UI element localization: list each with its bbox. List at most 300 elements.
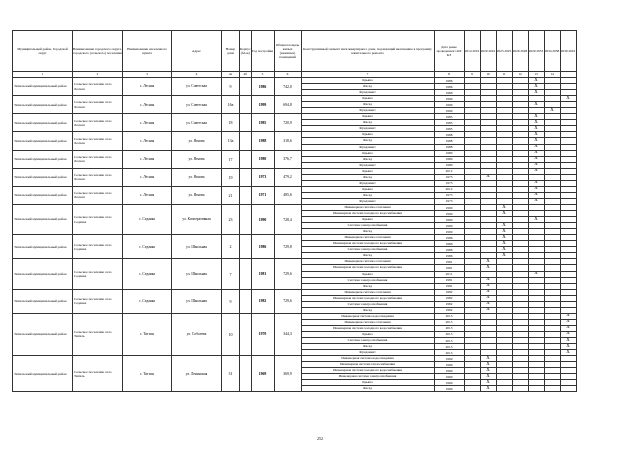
previous-repair-date-cell: 1990: [434, 211, 464, 217]
previous-repair-date-cell: 1981: [434, 277, 464, 283]
previous-repair-date-cell: 2013: [434, 319, 464, 325]
structural-element-cell: Фасад: [301, 307, 434, 313]
column-number: 14: [544, 72, 560, 78]
previous-repair-date-cell: 2012: [434, 168, 464, 174]
structural-element-cell: Фасад: [301, 253, 434, 259]
settlement-cell: Сельское поселение село Тигиль: [73, 313, 123, 355]
period-mark-cell: X: [480, 362, 496, 368]
municipal-district-cell: Тигильский муниципальный район: [13, 204, 73, 234]
structural-element-cell: Инженерная система электроснабжения: [301, 374, 434, 380]
locality-cell: с. Седанка: [123, 289, 172, 313]
previous-repair-date-cell: 1990: [434, 204, 464, 210]
building-block-cell: [240, 313, 252, 355]
header-period-2034-2038: 2034 2038: [544, 31, 560, 72]
municipal-district-cell: Тигильский муниципальный район: [13, 150, 73, 168]
house-number-cell: 16а: [222, 96, 240, 114]
period-mark-cell: X: [544, 108, 560, 114]
structural-element-cell: Фасад: [301, 386, 434, 392]
period-mark-cell: X: [528, 126, 544, 132]
structural-element-cell: Система электроснабжения: [301, 338, 434, 344]
previous-repair-date-cell: 1986: [434, 247, 464, 253]
address-cell: ул. Советская: [172, 114, 222, 132]
structural-element-cell: Инженерная система отопления: [301, 235, 434, 241]
previous-repair-date-cell: 1985: [434, 120, 464, 126]
municipal-district-cell: Тигильский муниципальный район: [13, 96, 73, 114]
building-block-cell: [240, 235, 252, 259]
locality-cell: с. Седанка: [123, 204, 172, 234]
previous-repair-date-cell: 1973: [434, 198, 464, 204]
house-number-cell: 9: [222, 289, 240, 313]
build-year-cell: 1985: [251, 114, 274, 132]
period-empty-cell: [464, 386, 480, 392]
period-mark-cell: X: [528, 180, 544, 186]
period-mark-cell: X: [480, 277, 496, 283]
previous-repair-date-cell: 1986: [434, 241, 464, 247]
build-year-cell: 1971: [251, 186, 274, 204]
municipal-district-cell: Тигильский муниципальный район: [13, 356, 73, 392]
structural-element-cell: Фундамент: [301, 198, 434, 204]
header-period-2039-2043: 2039 2043: [560, 31, 576, 72]
period-mark-cell: X: [528, 78, 544, 84]
period-mark-cell: X: [496, 247, 512, 253]
previous-repair-date-cell: 1969: [434, 380, 464, 386]
previous-repair-date-cell: 1981: [434, 265, 464, 271]
previous-repair-date-cell: 1999: [434, 102, 464, 108]
period-mark-cell: X: [528, 271, 544, 277]
locality-cell: с. Тигиль: [123, 356, 172, 392]
house-number-cell: 23: [222, 204, 240, 234]
period-mark-cell: X: [480, 295, 496, 301]
house-number-cell: 18: [222, 114, 240, 132]
structural-element-cell: Фасад: [301, 344, 434, 350]
building-block-cell: [240, 186, 252, 204]
previous-repair-date-cell: 1969: [434, 386, 464, 392]
period-empty-cell: [496, 386, 512, 392]
address-cell: ул. Советская: [172, 78, 222, 96]
period-mark-cell: X: [528, 138, 544, 144]
structural-element-cell: Инженерная система холодного водоснабжения: [301, 241, 434, 247]
house-number-cell: 19: [222, 168, 240, 186]
column-number: 13: [528, 72, 544, 78]
previous-repair-date-cell: 1999: [434, 108, 464, 114]
previous-repair-date-cell: 1986: [434, 90, 464, 96]
structural-element-cell: Инженерная система холодного водоснабжения: [301, 295, 434, 301]
structural-element-cell: Система электроснабжения: [301, 247, 434, 253]
header-build-year: Год постройки: [251, 31, 274, 72]
structural-element-cell: Фасад: [301, 192, 434, 198]
locality-cell: с. Лесная: [123, 150, 172, 168]
structural-element-cell: Фундамент: [301, 126, 434, 132]
period-mark-cell: X: [496, 223, 512, 229]
structural-element-cell: Фасад: [301, 156, 434, 162]
period-mark-cell: X: [480, 289, 496, 295]
column-number: 1: [13, 72, 73, 78]
previous-repair-date-cell: 1981: [434, 283, 464, 289]
structural-element-cell: Крыша: [301, 132, 434, 138]
total-area-cell: 344,3: [274, 313, 301, 355]
previous-repair-date-cell: 1988: [434, 132, 464, 138]
structural-element-cell: Фундамент: [301, 162, 434, 168]
header-house-number: Номер дома: [222, 31, 240, 72]
build-year-cell: 1981: [251, 259, 274, 289]
structural-element-cell: Фундамент: [301, 108, 434, 114]
capital-repair-table: [12, 30, 577, 392]
header-locality: Наименование населенного пункта: [123, 31, 172, 72]
settlement-cell: Сельское поселение село Седанка: [73, 204, 123, 234]
page-number: 252: [317, 436, 323, 441]
build-year-cell: 1969: [251, 356, 274, 392]
previous-repair-date-cell: 1988: [434, 138, 464, 144]
previous-repair-date-cell: 1973: [434, 174, 464, 180]
previous-repair-date-cell: 1986: [434, 84, 464, 90]
structural-element-cell: Крыша: [301, 78, 434, 84]
structural-element-cell: Фундамент: [301, 350, 434, 356]
header-previous-repair-date: Дата ранее проведенного КР КЭ: [434, 31, 464, 72]
column-number: 12: [512, 72, 528, 78]
locality-cell: с. Лесная: [123, 96, 172, 114]
structural-element-cell: Крыша: [301, 96, 434, 102]
column-number: 9: [464, 72, 480, 78]
building-block-cell: [240, 78, 252, 96]
previous-repair-date-cell: 2013: [434, 313, 464, 319]
structural-element-cell: Инженерная система водоотведения: [301, 313, 434, 319]
previous-repair-date-cell: 1986: [434, 253, 464, 259]
locality-cell: с. Лесная: [123, 78, 172, 96]
locality-cell: с. Лесная: [123, 168, 172, 186]
period-empty-cell: [528, 386, 544, 392]
structural-element-cell: Система электроснабжения: [301, 223, 434, 229]
period-mark-cell: X: [528, 156, 544, 162]
house-number-cell: 7: [222, 259, 240, 289]
period-mark-cell: X: [480, 259, 496, 265]
settlement-cell: Сельское поселение село Седанка: [73, 289, 123, 313]
header-period-2014-2019: 2014 2019: [464, 31, 480, 72]
building-block-cell: [240, 289, 252, 313]
build-year-cell: 1982: [251, 289, 274, 313]
house-number-cell: 2: [222, 235, 240, 259]
previous-repair-date-cell: 1985: [434, 114, 464, 120]
structural-element-cell: Крыша: [301, 217, 434, 223]
settlement-cell: Сельское поселение село Лесная: [73, 114, 123, 132]
period-mark-cell: X: [528, 168, 544, 174]
period-mark-cell: X: [496, 211, 512, 217]
structural-element-cell: Инженерная система холодного водоснабжения: [301, 325, 434, 331]
previous-repair-date-cell: 1988: [434, 144, 464, 150]
municipal-district-cell: Тигильский муниципальный район: [13, 289, 73, 313]
total-area-cell: 694,8: [274, 96, 301, 114]
previous-repair-date-cell: 1990: [434, 229, 464, 235]
house-number-cell: 21: [222, 186, 240, 204]
previous-repair-date-cell: 1969: [434, 356, 464, 362]
house-number-cell: 31: [222, 356, 240, 392]
municipal-district-cell: Тигильский муниципальный район: [13, 313, 73, 355]
period-mark-cell: X: [480, 374, 496, 380]
address-cell: ул. Школьная: [172, 259, 222, 289]
period-mark-cell: X: [480, 307, 496, 313]
address-cell: ул. Школьная: [172, 235, 222, 259]
address-cell: ул. Ягнова: [172, 168, 222, 186]
period-mark-cell: X: [528, 186, 544, 192]
total-area-cell: 720,9: [274, 114, 301, 132]
header-municipal-district: Муниципальный район, Городской округ: [13, 31, 73, 72]
period-mark-cell: X: [528, 150, 544, 156]
structural-element-cell: Фасад: [301, 283, 434, 289]
house-number-cell: 13а: [222, 132, 240, 150]
structural-element-cell: Фасад: [301, 84, 434, 90]
column-number: 4б: [240, 72, 252, 78]
structural-element-cell: Инженерная система холодного водоснабжения: [301, 265, 434, 271]
total-area-cell: 729,6: [274, 259, 301, 289]
building-block-cell: [240, 114, 252, 132]
period-mark-cell: X: [480, 301, 496, 307]
total-area-cell: 729,6: [274, 289, 301, 313]
header-total-area: Общая площадь жилых (нежилых) помещений: [274, 31, 301, 72]
period-mark-cell: X: [560, 344, 576, 350]
structural-element-cell: Инженерная система отопления: [301, 289, 434, 295]
build-year-cell: 1973: [251, 168, 274, 186]
period-mark-cell: X: [480, 380, 496, 386]
period-mark-cell: X: [528, 90, 544, 96]
period-mark-cell: X: [528, 132, 544, 138]
structural-element-cell: Крыша: [301, 186, 434, 192]
settlement-cell: Сельское поселение село Седанка: [73, 235, 123, 259]
previous-repair-date-cell: 2011: [434, 271, 464, 277]
previous-repair-date-cell: 1982: [434, 289, 464, 295]
structural-element-cell: Крыша: [301, 380, 434, 386]
period-mark-cell: X: [528, 120, 544, 126]
total-area-cell: 742,0: [274, 78, 301, 96]
structural-element-cell: Инженерная система холодного водоснабжения: [301, 211, 434, 217]
period-mark-cell: X: [480, 386, 496, 392]
address-cell: ул. Ягнова: [172, 150, 222, 168]
period-mark-cell: X: [560, 350, 576, 356]
build-year-cell: 1999: [251, 96, 274, 114]
structural-element-cell: Инженерная система отопления: [301, 204, 434, 210]
period-mark-cell: X: [496, 204, 512, 210]
previous-repair-date-cell: 1990: [434, 217, 464, 223]
total-area-cell: 318,6: [274, 132, 301, 150]
building-block-cell: [240, 204, 252, 234]
address-cell: ул. Ягнова: [172, 132, 222, 150]
header-period-2026-2028: 2026 2028: [512, 31, 528, 72]
build-year-cell: 1988: [251, 132, 274, 150]
municipal-district-cell: Тигильский муниципальный район: [13, 186, 73, 204]
period-mark-cell: X: [480, 283, 496, 289]
settlement-cell: Сельское поселение село Лесная: [73, 186, 123, 204]
program-table-container: [12, 30, 577, 392]
previous-repair-date-cell: 2012: [434, 186, 464, 192]
locality-cell: с. Седанка: [123, 235, 172, 259]
previous-repair-date-cell: 1982: [434, 301, 464, 307]
total-area-cell: 729,8: [274, 235, 301, 259]
locality-cell: с. Тигиль: [123, 313, 172, 355]
period-mark-cell: X: [560, 325, 576, 331]
previous-repair-date-cell: 2013: [434, 325, 464, 331]
municipal-district-cell: Тигильский муниципальный район: [13, 168, 73, 186]
previous-repair-date-cell: 2013: [434, 344, 464, 350]
structural-element-cell: Инженерная система водоотведения: [301, 356, 434, 362]
structural-element-cell: Инженерная система отопления: [301, 259, 434, 265]
period-mark-cell: X: [496, 241, 512, 247]
previous-repair-date-cell: 2013: [434, 331, 464, 337]
period-mark-cell: X: [480, 265, 496, 271]
locality-cell: с. Седанка: [123, 259, 172, 289]
header-row: [13, 31, 577, 72]
building-block-cell: [240, 150, 252, 168]
table-body: [13, 78, 577, 392]
column-number: 4а: [222, 72, 240, 78]
build-year-cell: 1970: [251, 313, 274, 355]
building-block-cell: [240, 356, 252, 392]
previous-repair-date-cell: 1980: [434, 150, 464, 156]
period-mark-cell: X: [560, 96, 576, 102]
period-mark-cell: X: [496, 229, 512, 235]
structural-element-cell: Система электроснабжения: [301, 277, 434, 283]
header-period-2020-2022: 2020 2022: [480, 31, 496, 72]
total-area-cell: 369,9: [274, 356, 301, 392]
total-area-cell: 479,2: [274, 168, 301, 186]
structural-element-cell: Фундамент: [301, 90, 434, 96]
locality-cell: с. Лесная: [123, 186, 172, 204]
house-number-cell: 10: [222, 313, 240, 355]
previous-repair-date-cell: 1982: [434, 307, 464, 313]
previous-repair-date-cell: 1981: [434, 259, 464, 265]
structural-element-cell: Крыша: [301, 271, 434, 277]
settlement-cell: Сельское поселение село Седанка: [73, 259, 123, 289]
previous-repair-date-cell: 1980: [434, 156, 464, 162]
header-period-2029-2033: 2029 2033: [528, 31, 544, 72]
previous-repair-date-cell: 1969: [434, 368, 464, 374]
structural-element-cell: Инженерная система теплоснабжения: [301, 362, 434, 368]
locality-cell: с. Лесная: [123, 132, 172, 150]
settlement-cell: Сельское поселение село Лесная: [73, 150, 123, 168]
address-cell: ул. Соболева: [172, 313, 222, 355]
structural-element-cell: Система электроснабжения: [301, 301, 434, 307]
previous-repair-date-cell: 1990: [434, 223, 464, 229]
period-mark-cell: X: [528, 192, 544, 198]
period-mark-cell: X: [528, 198, 544, 204]
house-number-cell: 17: [222, 150, 240, 168]
period-empty-cell: [512, 386, 528, 392]
address-cell: ул. Школьная: [172, 289, 222, 313]
municipal-district-cell: Тигильский муниципальный район: [13, 132, 73, 150]
previous-repair-date-cell: 1973: [434, 192, 464, 198]
previous-repair-date-cell: 1982: [434, 295, 464, 301]
header-structural-element: Конструктивный элемент многоквартирного дома, подлежащий включению в программу капитального ремонта: [301, 31, 434, 72]
address-cell: ул. Кооперативная: [172, 204, 222, 234]
period-mark-cell: X: [528, 84, 544, 90]
structural-element-cell: Инженерная система холодного водоснабжения: [301, 368, 434, 374]
structural-element-cell: Инженерная система отопления: [301, 319, 434, 325]
period-mark-cell: X: [560, 319, 576, 325]
structural-element-cell: Фасад: [301, 174, 434, 180]
column-number: 3: [123, 72, 172, 78]
previous-repair-date-cell: 1986: [434, 78, 464, 84]
previous-repair-date-cell: 1980: [434, 162, 464, 168]
period-mark-cell: X: [480, 356, 496, 362]
column-number: 8: [434, 72, 464, 78]
structural-element-cell: Фасад: [301, 120, 434, 126]
house-number-cell: 9: [222, 78, 240, 96]
build-year-cell: 1986: [251, 235, 274, 259]
period-mark-cell: X: [496, 235, 512, 241]
period-mark-cell: X: [480, 174, 496, 180]
column-number: 7: [301, 72, 434, 78]
municipal-district-cell: Тигильский муниципальный район: [13, 78, 73, 96]
column-number: 11: [496, 72, 512, 78]
previous-repair-date-cell: 2013: [434, 338, 464, 344]
period-empty-cell: [544, 386, 560, 392]
period-mark-cell: X: [528, 162, 544, 168]
total-area-cell: 485,6: [274, 186, 301, 204]
structural-element-cell: Фасад: [301, 102, 434, 108]
column-number: 5: [251, 72, 274, 78]
period-mark-cell: X: [496, 253, 512, 259]
header-building-block: Корпус (блок): [240, 31, 252, 72]
settlement-cell: Сельское поселение село Лесная: [73, 168, 123, 186]
settlement-cell: Сельское поселение село Лесная: [73, 96, 123, 114]
build-year-cell: 1990: [251, 204, 274, 234]
period-mark-cell: X: [480, 368, 496, 374]
structural-element-cell: Крыша: [301, 150, 434, 156]
previous-repair-date-cell: 1986: [434, 235, 464, 241]
municipal-district-cell: Тигильский муниципальный район: [13, 235, 73, 259]
period-mark-cell: X: [528, 114, 544, 120]
column-number: 4: [172, 72, 222, 78]
period-mark-cell: X: [528, 102, 544, 108]
address-cell: ул. Советская: [172, 96, 222, 114]
build-year-cell: 1980: [251, 150, 274, 168]
previous-repair-date-cell: 1999: [434, 96, 464, 102]
address-cell: ул. Ягнова: [172, 186, 222, 204]
period-mark-cell: X: [560, 313, 576, 319]
structural-element-cell: Крыша: [301, 114, 434, 120]
column-number: 2: [73, 72, 123, 78]
previous-repair-date-cell: 1985: [434, 126, 464, 132]
period-mark-cell: X: [560, 331, 576, 337]
column-number: 6: [274, 72, 301, 78]
building-block-cell: [240, 132, 252, 150]
total-area-cell: 376,7: [274, 150, 301, 168]
locality-cell: с. Лесная: [123, 114, 172, 132]
structural-element-cell: Фундамент: [301, 180, 434, 186]
building-block-cell: [240, 96, 252, 114]
period-empty-cell: [560, 386, 576, 392]
build-year-cell: 1986: [251, 78, 274, 96]
structural-element-cell: Фасад: [301, 229, 434, 235]
total-area-cell: 728,4: [274, 204, 301, 234]
building-block-cell: [240, 259, 252, 289]
structural-element-cell: Фундамент: [301, 144, 434, 150]
previous-repair-date-cell: 1973: [434, 180, 464, 186]
header-address: Адрес: [172, 31, 222, 72]
period-mark-cell: X: [560, 338, 576, 344]
settlement-cell: Сельское поселение село Тигиль: [73, 356, 123, 392]
header-period-2023-2025: 2023 2025: [496, 31, 512, 72]
address-cell: ул. Ленинская: [172, 356, 222, 392]
column-number: 10: [480, 72, 496, 78]
settlement-cell: Сельское поселение село Лесная: [73, 132, 123, 150]
header-settlement: Наименование городского округа, городского (сельского) поселения: [73, 31, 123, 72]
previous-repair-date-cell: 1969: [434, 374, 464, 380]
structural-element-cell: Фасад: [301, 138, 434, 144]
building-block-cell: [240, 168, 252, 186]
structural-element-cell: Крыша: [301, 331, 434, 337]
previous-repair-date-cell: 2013: [434, 350, 464, 356]
municipal-district-cell: Тигильский муниципальный район: [13, 114, 73, 132]
previous-repair-date-cell: 1969: [434, 362, 464, 368]
period-mark-cell: X: [528, 217, 544, 223]
